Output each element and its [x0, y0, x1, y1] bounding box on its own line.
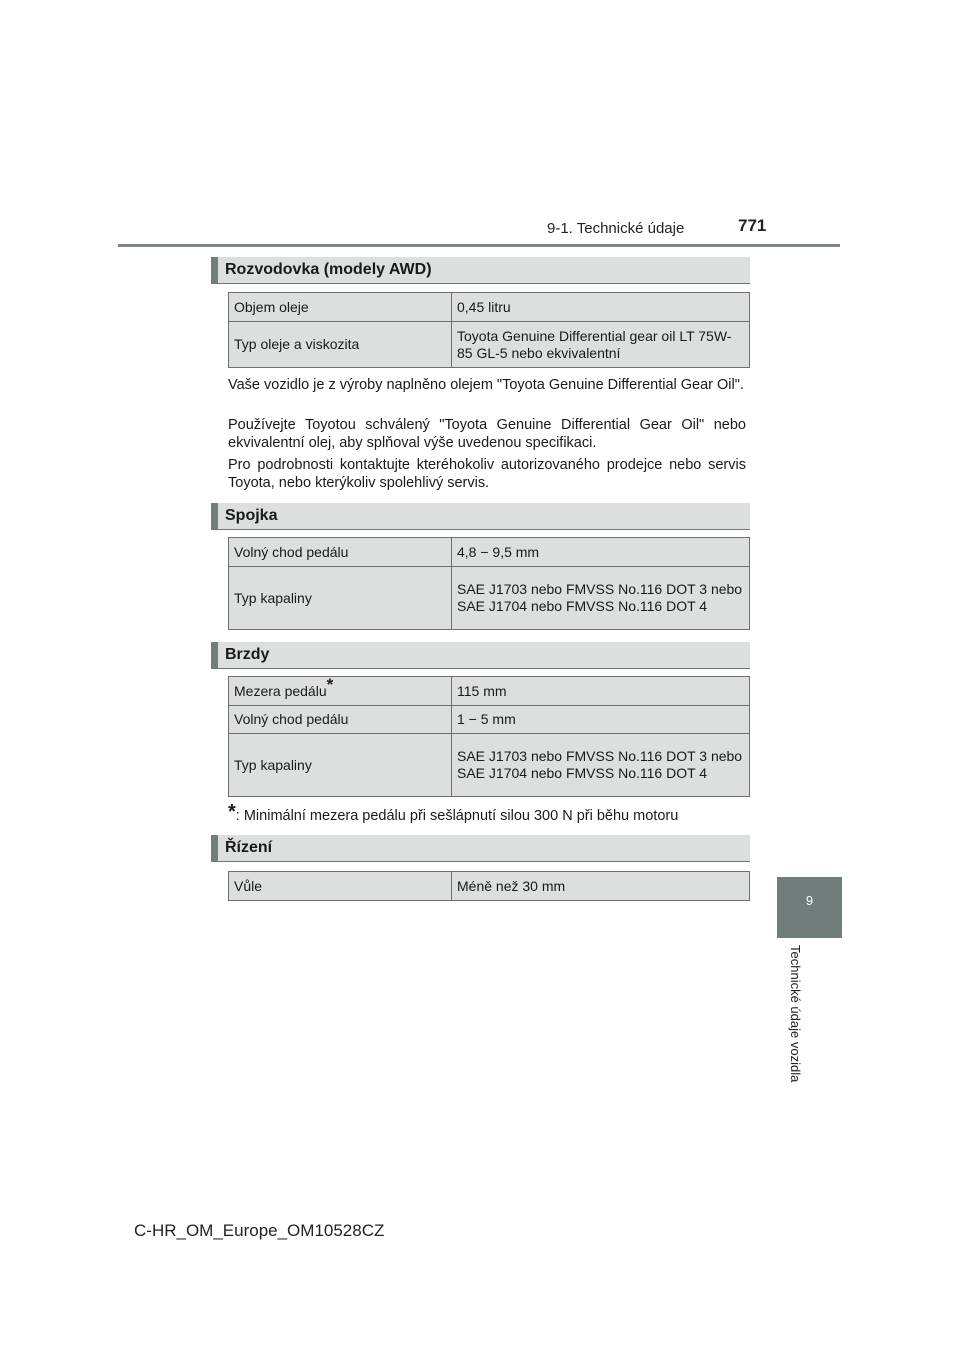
- footnote-marker: *: [228, 801, 236, 823]
- spec-value: SAE J1703 nebo FMVSS No.116 DOT 3 nebo SAE J1704 nebo FMVSS No.116 DOT 4: [452, 734, 750, 797]
- table-row: [229, 872, 750, 901]
- table-row: [229, 734, 750, 797]
- spec-label: Vůle: [229, 872, 452, 901]
- section-title: Rozvodovka (modely AWD): [225, 261, 432, 278]
- section-heading-steering: [211, 835, 750, 862]
- spec-label: Typ kapaliny: [229, 567, 452, 630]
- page-number: 771: [738, 216, 767, 235]
- spec-table-brakes: [228, 676, 750, 797]
- section-title: Řízení: [225, 839, 273, 856]
- section-heading-transfer: [211, 257, 750, 284]
- footnote-pedal-clearance: [228, 801, 678, 824]
- section-heading-clutch: [211, 503, 750, 530]
- spec-table-transfer: [228, 292, 750, 368]
- section-title: Spojka: [225, 507, 278, 524]
- chapter-number: 9: [805, 893, 814, 908]
- header-divider: [118, 244, 840, 247]
- spec-value: 115 mm: [452, 677, 750, 706]
- chapter-title: Technické údaje vozidla: [788, 945, 803, 1083]
- spec-label: Typ kapaliny: [229, 734, 452, 797]
- section-heading-brakes: [211, 642, 750, 669]
- spec-label: Typ oleje a viskozita: [229, 322, 452, 368]
- spec-label: Mezera pedálu: [234, 682, 327, 699]
- table-row: [229, 567, 750, 630]
- table-row: [229, 322, 750, 368]
- spec-table-clutch: [228, 537, 750, 630]
- header-section-title: 9-1. Technické údaje: [547, 220, 685, 237]
- table-row: [229, 706, 750, 734]
- spec-label-cell: [229, 674, 452, 706]
- spec-value: SAE J1703 nebo FMVSS No.116 DOT 3 nebo SAE J1704 nebo FMVSS No.116 DOT 4: [452, 567, 750, 630]
- paragraph-contact-dealer: Pro podrobnosti kontaktujte kteréhokoliv autorizovaného prodejce nebo servis Toyota, nebo kterýkoliv spolehlivý servis.: [228, 457, 746, 491]
- spec-value: Méně než 30 mm: [452, 872, 750, 901]
- chapter-tab: [777, 877, 842, 936]
- spec-value: 1 − 5 mm: [452, 706, 750, 734]
- paragraph-factory-oil: Vaše vozidlo je z výroby naplněno olejem "Toyota Genuine Differential Gear Oil".: [228, 377, 744, 393]
- spec-label: Objem oleje: [229, 293, 452, 322]
- section-title: Brzdy: [225, 646, 270, 663]
- chapter-tab-divider: [777, 936, 842, 938]
- spec-label: Volný chod pedálu: [229, 706, 452, 734]
- spec-label: Volný chod pedálu: [229, 538, 452, 567]
- table-row: [229, 677, 750, 706]
- spec-value: Toyota Genuine Differential gear oil LT 75W-85 GL-5 nebo ekvivalentní: [452, 322, 750, 368]
- spec-table-steering: [228, 871, 750, 901]
- footnote-marker: *: [326, 674, 334, 694]
- table-row: [229, 538, 750, 567]
- spec-value: 4,8 − 9,5 mm: [452, 538, 750, 567]
- footnote-text: : Minimální mezera pedálu při sešlápnutí silou 300 N při běhu motoru: [235, 808, 679, 824]
- spec-value: 0,45 litru: [452, 293, 750, 322]
- paragraph-use-approved-oil: Používejte Toyotou schválený "Toyota Genuine Differential Gear Oil" nebo ekvivalentní olej, aby splňoval výše uvedenou specifikaci.: [228, 417, 746, 451]
- table-row: [229, 293, 750, 322]
- document-code: C-HR_OM_Europe_OM10528CZ: [134, 1221, 385, 1240]
